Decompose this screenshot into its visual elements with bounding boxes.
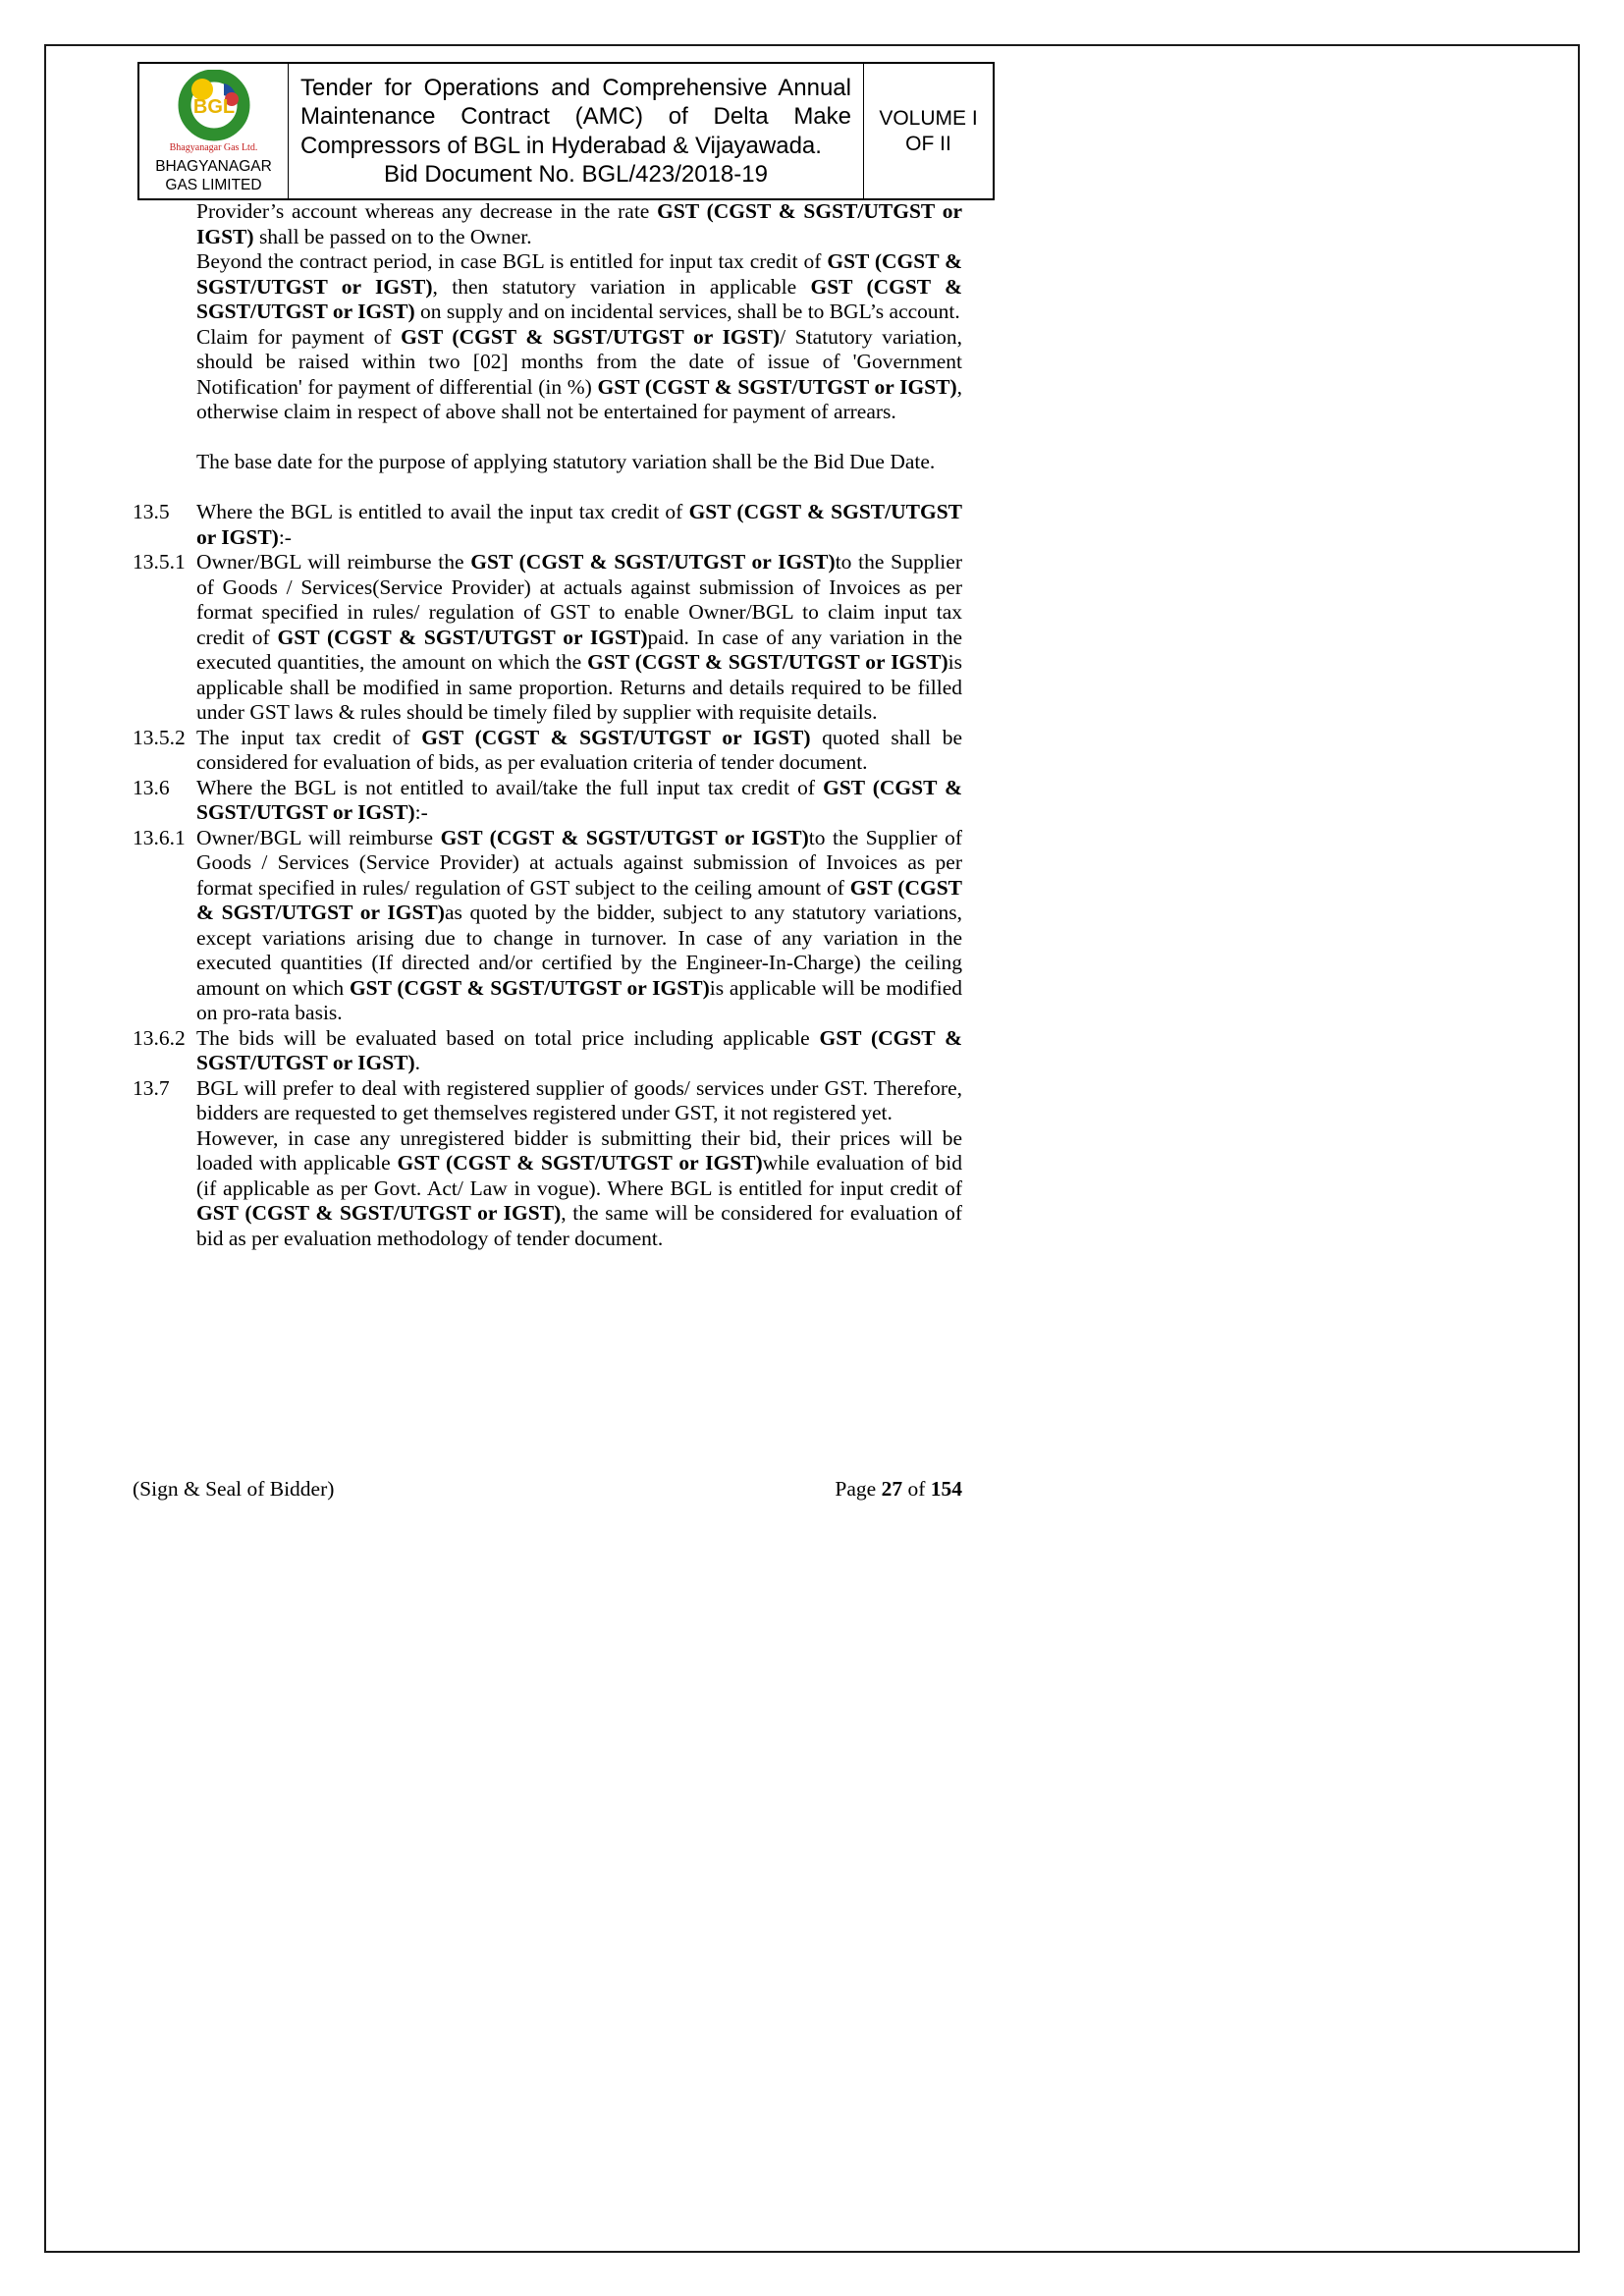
text-run: paid. In case of any variation in the executed quantities, the amount on which the [196, 625, 962, 674]
paragraph-text [196, 826, 962, 1026]
text-run: Claim for payment of [196, 324, 402, 349]
text-run: Page [835, 1477, 882, 1501]
volume-line-1: VOLUME I [879, 106, 978, 130]
paragraph-text [196, 249, 962, 325]
clause-number [133, 249, 196, 325]
paragraph-text [196, 199, 962, 249]
clause-block [133, 1076, 962, 1126]
text-run: Where the BGL is entitled to avail the input tax credit of [196, 500, 689, 523]
text-run: , the same will be considered for evaluation of bid as per evaluation methodology of tender document. [196, 1201, 962, 1250]
text-run: However, in case any unregistered bidder is submitting their bid, their prices will be loaded with applicable [196, 1125, 962, 1175]
clause-block [133, 199, 962, 249]
clause-number: 13.5.1 [133, 550, 186, 574]
text-run: :- [414, 800, 428, 824]
title-cell [289, 64, 864, 198]
clause-block [133, 450, 962, 475]
bold-text-run: GST (CGST & SGST/UTGST or IGST) [440, 825, 809, 849]
clause-number [133, 199, 196, 249]
text-run: while evaluation of bid (if applicable as per Govt. Act/ Law in vogue). Where BGL is entitled for input credit of [196, 1151, 963, 1200]
bold-text-run: GST (CGST & SGST/UTGST or IGST) [470, 550, 836, 574]
text-run: Owner/BGL will reimburse [196, 825, 441, 849]
document-body [133, 199, 962, 1251]
header-table [137, 62, 995, 200]
text-run: / Statutory variation, should be raised within two [02] months from the date of issue of 'Government Notification' for payment of differential (in %) [196, 324, 963, 399]
text-run: of [902, 1477, 931, 1501]
text-run: is applicable will be modified on pro-rata basis. [196, 975, 962, 1024]
clause-number: 13.7 [133, 1075, 170, 1100]
text-run: Owner/BGL will reimburse the [196, 550, 471, 574]
bold-text-run: GST (CGST & SGST/UTGST or IGST) [597, 374, 957, 399]
text-run: :- [278, 524, 292, 549]
text-run: Beyond the contract period, in case BGL is entitled for input tax credit of [196, 249, 828, 273]
bold-text-run: GST (CGST & SGST/UTGST or IGST) [196, 274, 962, 323]
clause-block [133, 726, 962, 776]
text-run: , then statutory variation in applicable [432, 274, 811, 299]
clause-number [133, 1126, 196, 1252]
bold-text-run: GST (CGST & SGST/UTGST or IGST) [397, 1151, 763, 1175]
text-run: . [414, 1051, 421, 1074]
text-run: The input tax credit of [196, 725, 422, 749]
clause-block [133, 1126, 962, 1252]
document-title: Tender for Operations and Comprehensive Annual Maintenance Contract (AMC) of Delta Make Compressors of BGL in Hyderabad & Vijayawada. [300, 74, 851, 159]
text-run: , otherwise claim in respect of above shall not be entertained for payment of arrears. [196, 374, 962, 423]
bold-text-run: GST (CGST & SGST/UTGST or IGST) [196, 775, 962, 824]
clause-number: 13.6 [133, 775, 170, 799]
bold-text-run: GST (CGST & SGST/UTGST or IGST) [277, 625, 648, 649]
clause-block [133, 826, 962, 1026]
document-footer [133, 1476, 962, 1502]
bold-text-run: GST (CGST & SGST/UTGST or IGST) [421, 725, 811, 749]
page-number [835, 1476, 962, 1502]
text-run: Where the BGL is not entitled to avail/take the full input tax credit of [196, 775, 824, 799]
clause-number [133, 325, 196, 425]
paragraph-text [196, 776, 962, 826]
bold-text-run: GST (CGST & SGST/UTGST or IGST) [196, 1025, 962, 1074]
paragraph-text [196, 450, 962, 475]
paragraph-text [196, 726, 962, 776]
bold-text-run: GST (CGST & SGST/UTGST or IGST) [401, 324, 781, 349]
logo-monogram: BGL [192, 96, 235, 118]
paragraph-text [196, 500, 962, 550]
clause-block [133, 776, 962, 826]
bold-text-run: GST (CGST & SGST/UTGST or IGST) [196, 875, 963, 924]
clause-number: 13.6.1 [133, 825, 186, 849]
bold-text-run: GST (CGST & SGST/UTGST or IGST) [196, 1201, 562, 1225]
clause-block [133, 550, 962, 726]
clause-number: 13.6.2 [133, 1025, 186, 1050]
clause-number: 13.5.2 [133, 725, 186, 749]
bgl-logo-icon [167, 70, 261, 144]
bold-text-run: GST (CGST & SGST/UTGST or IGST) [196, 199, 962, 248]
clause-number: 13.5 [133, 500, 170, 523]
clause-number [133, 450, 196, 475]
paragraph-text [196, 550, 962, 726]
bold-text-run: GST (CGST & SGST/UTGST or IGST) [196, 249, 962, 299]
bid-document-number: Bid Document No. BGL/423/2018-19 [384, 161, 768, 188]
text-run: on supply and on incidental services, shall be to BGL’s account. [414, 300, 960, 323]
volume-line-2: OF II [905, 132, 951, 155]
bold-text-run: GST (CGST & SGST/UTGST or IGST) [349, 975, 710, 1000]
text-run: to the Supplier of Goods / Services (Service Provider) at actuals against submission of Invoices as per format specified in rules/ regulation of GST subject to the ceiling amount of [196, 825, 962, 900]
text-run: is applicable shall be modified in same proportion. Returns and details required to be filled under GST laws & rules should be timely filed by supplier with requisite details. [196, 650, 963, 724]
text-run: quoted shall be considered for evaluation of bids, as per evaluation criteria of tender document. [196, 725, 962, 774]
paragraph-text [196, 325, 962, 425]
text-run: shall be passed on to the Owner. [253, 224, 532, 248]
clause-block [133, 325, 962, 425]
paragraph-text [196, 1076, 962, 1126]
paragraph-text [196, 1026, 962, 1076]
text-run: The base date for the purpose of applying statutory variation shall be the Bid Due Date. [196, 450, 936, 473]
company-name: BHAGYANAGAR GAS LIMITED [155, 158, 272, 193]
text-run: Provider’s account whereas any decrease in the rate [196, 199, 658, 223]
text-run: to the Supplier of Goods / Services(Service Provider) at actuals against submission of Invoices as per format specified in rules/ regulation of GST to enable Owner/BGL to claim input tax credit of [196, 550, 962, 649]
paragraph-text [196, 1126, 962, 1252]
clause-block [133, 500, 962, 550]
bold-text-run: 154 [930, 1477, 962, 1501]
text-run: The bids will be evaluated based on total price including applicable [196, 1025, 820, 1050]
text-run: BGL will prefer to deal with registered supplier of goods/ services under GST. Therefore, bidders are requested to get themselves registered under GST, it not registered yet. [196, 1075, 962, 1124]
bold-text-run: 27 [881, 1477, 903, 1501]
logo-cell [139, 64, 289, 198]
volume-cell [864, 64, 993, 198]
logo-brand-line: Bhagyanagar Gas Ltd. [169, 142, 258, 153]
bold-text-run: GST (CGST & SGST/UTGST or IGST) [587, 650, 948, 674]
clause-block [133, 1026, 962, 1076]
clause-block [133, 249, 962, 325]
bold-text-run: GST (CGST & SGST/UTGST or IGST) [196, 500, 962, 549]
sign-seal-note: (Sign & Seal of Bidder) [133, 1477, 335, 1501]
text-run: as quoted by the bidder, subject to any statutory variations, except variations arising due to change in turnover. In case of any variation in the executed quantities (If directed and/or certified by the Engineer-In-Charge) the ceiling amount on which [196, 901, 962, 1000]
